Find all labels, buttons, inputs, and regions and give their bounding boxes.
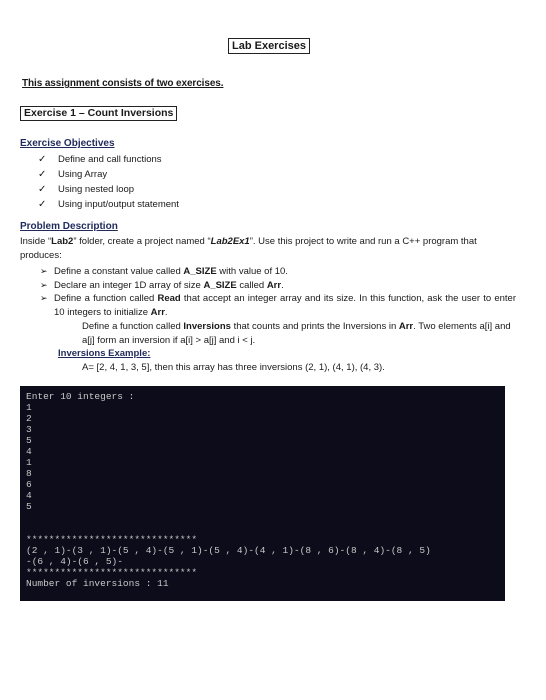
- problem-text: ” folder, create a project named “: [73, 236, 211, 247]
- requirement-text: Define a function called Read that accept an integer array and its size. In this function, ask the user to enter 10 integers to initialize Arr.: [54, 293, 516, 318]
- checkmark-icon: ✓: [38, 184, 47, 195]
- requirements-list: [40, 265, 516, 319]
- requirement-item: [40, 292, 516, 319]
- checkmark-icon: ✓: [38, 199, 47, 210]
- objective-label: Define and call functions: [58, 154, 162, 165]
- requirement-item: [40, 265, 516, 279]
- arrow-bullet-icon: ➢: [40, 266, 48, 276]
- inversions-block: [58, 320, 516, 374]
- arrow-bullet-icon: ➢: [40, 293, 48, 303]
- problem-heading: Problem Description: [20, 221, 118, 232]
- console-line: 4: [26, 446, 32, 457]
- console-line: 2: [26, 413, 32, 424]
- console-separator: ******************************: [26, 534, 198, 545]
- console-output: [20, 386, 505, 601]
- console-line: -(6 , 4)-(6 , 5)-: [26, 556, 123, 567]
- console-line: 5: [26, 501, 32, 512]
- lab-title: Lab Exercises: [228, 38, 310, 54]
- console-line: Number of inversions : 11: [26, 578, 169, 589]
- inversions-example-text: A= [2, 4, 1, 3, 5], then this array has three inversions (2, 1), (4, 1), (4, 3).: [82, 361, 385, 373]
- objective-item: [38, 152, 179, 167]
- objective-label: Using Array: [58, 169, 108, 180]
- console-line: (2 , 1)-(3 , 1)-(5 , 4)-(5 , 1)-(5 , 4)-(4 , 1)-(8 , 6)-(8 , 4)-(8 , 5): [26, 545, 431, 556]
- console-line: 1: [26, 457, 32, 468]
- checkmark-icon: ✓: [38, 154, 47, 165]
- objectives-list: [38, 152, 179, 212]
- intro-text: This assignment consists of two exercises.: [22, 78, 224, 89]
- console-line: [26, 512, 499, 523]
- objective-item: [38, 197, 179, 212]
- console-line: [26, 523, 499, 534]
- objectives-heading: Exercise Objectives: [20, 138, 115, 149]
- console-separator: ******************************: [26, 567, 198, 578]
- console-line: 4: [26, 490, 32, 501]
- objective-item: [38, 182, 179, 197]
- console-line: 1: [26, 402, 32, 413]
- inversions-definition: Define a function called Inversions that counts and prints the Inversions in Arr. Two elements a[i] and a[j] form an inversion if a[i] > a[j] and i < j.: [82, 321, 511, 346]
- requirement-text: Declare an integer 1D array of size A_SIZE called Arr.: [54, 279, 284, 291]
- console-line: Enter 10 integers :: [26, 391, 135, 402]
- requirement-text: Define a constant value called A_SIZE with value of 10.: [54, 266, 288, 277]
- inversions-example-heading: Inversions Example:: [58, 348, 151, 359]
- console-line: 6: [26, 479, 32, 490]
- objective-item: [38, 167, 179, 182]
- problem-text: ”. Use this project to write and run a C++ program that produces:: [20, 236, 477, 261]
- checkmark-icon: ✓: [38, 169, 47, 180]
- exercise-1-heading: Exercise 1 – Count Inversions: [20, 106, 177, 121]
- problem-paragraph: [20, 235, 520, 263]
- problem-text: Inside “: [20, 236, 52, 247]
- folder-name: Lab2: [51, 236, 74, 247]
- console-line: 3: [26, 424, 32, 435]
- objective-label: Using nested loop: [58, 184, 135, 195]
- requirement-item: [40, 279, 516, 293]
- console-line: 5: [26, 435, 32, 446]
- objective-label: Using input/output statement: [58, 199, 179, 210]
- arrow-bullet-icon: ➢: [40, 279, 48, 290]
- project-name: Lab2Ex1: [210, 236, 250, 247]
- console-line: 8: [26, 468, 32, 479]
